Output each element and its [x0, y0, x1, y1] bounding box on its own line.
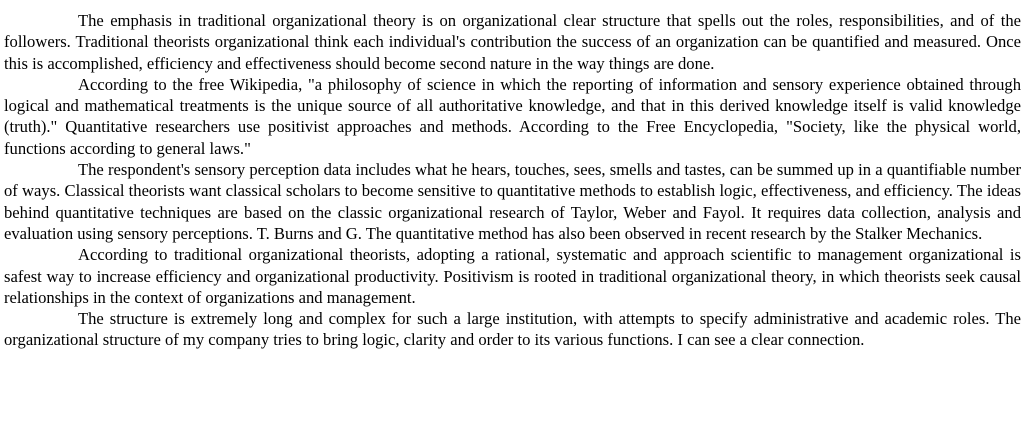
- paragraph-traditional-theory-emphasis: The emphasis in traditional organizational theory is on organizational clear structure that spells out the roles, responsibilities, and of the followers. Traditional theorists organizational think each individual's contribution the success of an organization can be quantified and measured. Once this is accomplished, efficiency and effectiveness should become second nature in the way things are done.: [4, 11, 1021, 73]
- paragraph-organizational-structure: The structure is extremely long and complex for such a large institution, with attempts to specify administrative and academic roles. The organizational structure of my company tries to bring logic, clarity and order to its various functions. I can see a clear connection.: [4, 309, 1021, 350]
- paragraph-sensory-perception-data: The respondent's sensory perception data includes what he hears, touches, sees, smells and tastes, can be summed up in a quantifiable number of ways. Classical theorists want classical scholars to become sensitive to quantitative methods to establish logic, effectiveness, and efficiency. The ideas behind quantitative techniques are based on the classic organizational research of Taylor, Weber and Fayol. It requires data collection, analysis and evaluation using sensory perceptions. T. Burns and G. The quantitative method has also been observed in recent research by the Stalker Mechanics.: [4, 160, 1021, 243]
- paragraph-rational-scientific-approach: According to traditional organizational theorists, adopting a rational, systematic and approach scientific to management organizational is safest way to increase efficiency and organizational productivity. Positivism is rooted in traditional organizational theory, in which theorists seek causal relationships in the context of organizations and management.: [4, 245, 1021, 307]
- paragraph-positivism-definition: According to the free Wikipedia, "a philosophy of science in which the reporting of information and sensory experience obtained through logical and mathematical treatments is the unique source of all authoritative knowledge, and that in this derived knowledge itself is valid knowledge (truth)." Quantitative researchers use positivist approaches and methods. According to the Free Encyclopedia, "Society, like the physical world, functions according to general laws.": [4, 74, 1021, 158]
